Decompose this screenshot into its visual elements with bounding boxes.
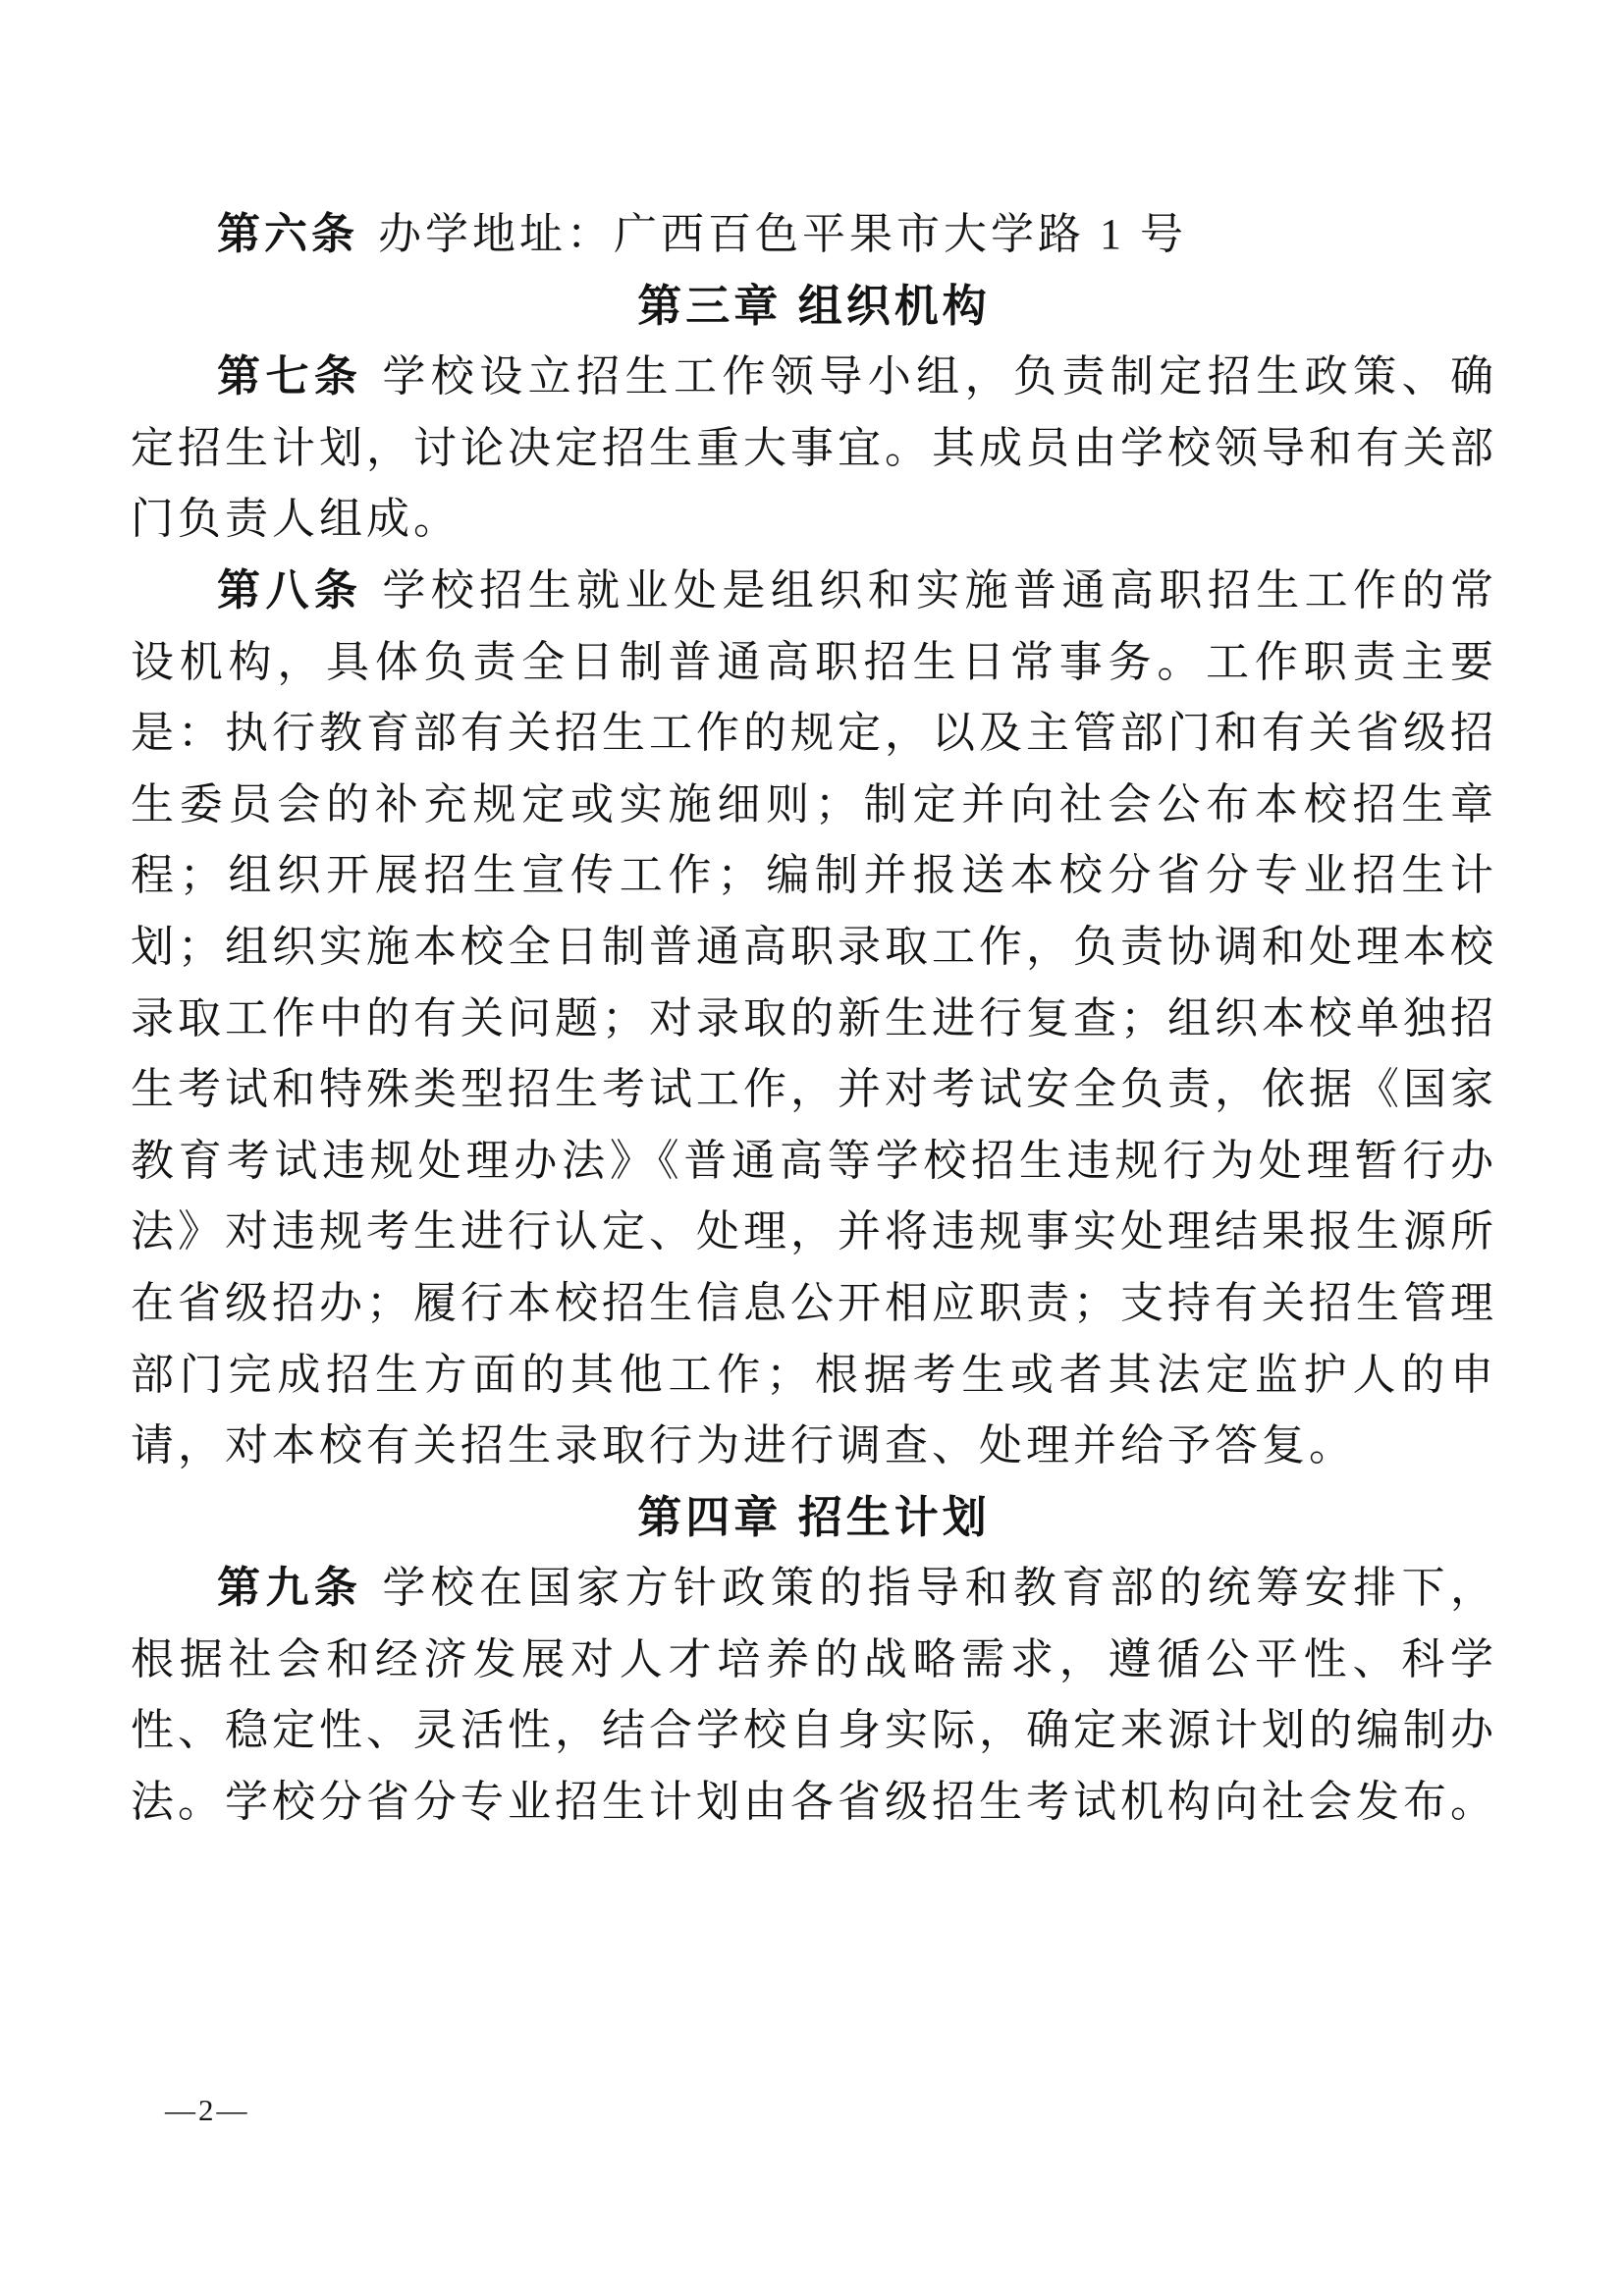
article-8-label: 第八条: [217, 565, 363, 614]
article-9-label: 第九条: [217, 1564, 363, 1613]
article-7-text: 学校设立招生工作领导小组，负责制定招生政策、确定招生计划，讨论决定招生重大事宜。其成员由学校领导和有关部门负责人组成。: [131, 352, 1498, 544]
page-number: —2—: [165, 2093, 250, 2127]
article-9-text: 学校在国家方针政策的指导和教育部的统筹安排下，根据社会和经济发展对人才培养的战略需求，遵循公平性、科学性、稳定性、灵活性，结合学校自身实际，确定来源计划的编制办法。学校分省分专业招生计划由各省级招生考试机构向社会发布。: [131, 1564, 1498, 1827]
article-6-label: 第六条: [217, 210, 358, 258]
paragraph-article-9: [131, 1553, 1497, 1838]
chapter-4-heading: 第四章 招生计划: [637, 1491, 991, 1542]
chapter-3-heading: 第三章 组织机构: [637, 280, 991, 331]
article-7-label: 第七条: [217, 352, 363, 401]
paragraph-article-6: [131, 199, 1497, 271]
paragraph-article-8: [131, 556, 1497, 1482]
article-6-text: 办学地址：广西百色平果市大学路 1 号: [378, 210, 1187, 258]
document-body: [131, 199, 1497, 1839]
paragraph-article-7: [131, 342, 1497, 556]
article-8-text: 学校招生就业处是组织和实施普通高职招生工作的常设机构，具体负责全日制普通高职招生日常事务。工作职责主要是：执行教育部有关招生工作的规定，以及主管部门和有关省级招生委员会的补充规定或实施细则；制定并向社会公布本校招生章程；组织开展招生宣传工作；编制并报送本校分省分专业招生计划；组织实施本校全日制普通高职录取工作，负责协调和处理本校录取工作中的有关问题；对录取的新生进行复查；组织本校单独招生考试和特殊类型招生考试工作，并对考试安全负责，依据《国家教育考试违规处理办法》《普通高等学校招生违规行为处理暂行办法》对违规考生进行认定、处理，并将违规事实处理结果报生源所在省级招办；履行本校招生信息公开相应职责；支持有关招生管理部门完成招生方面的其他工作；根据考生或者其法定监护人的申请，对本校有关招生录取行为进行调查、处理并给予答复。: [131, 565, 1498, 1470]
